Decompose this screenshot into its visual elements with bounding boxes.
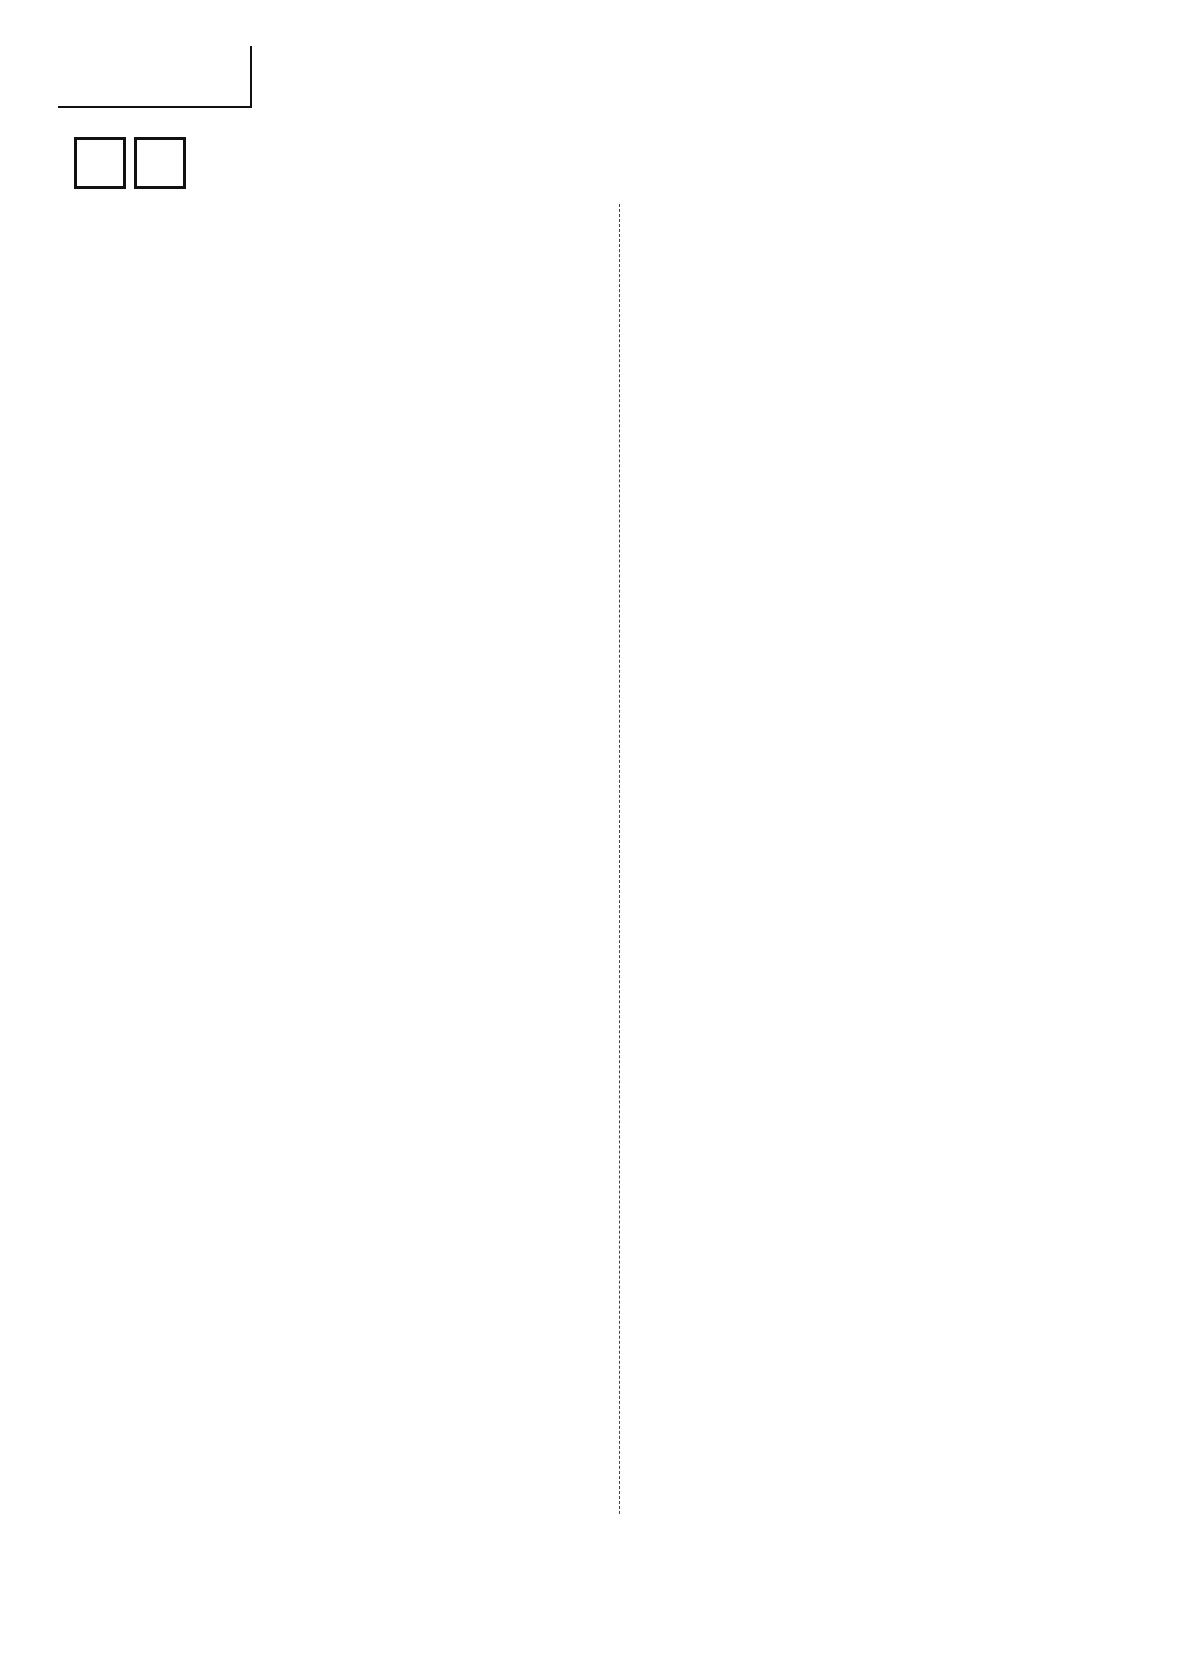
- column-divider: [619, 204, 620, 1514]
- board-letter-b: [134, 137, 186, 189]
- title-rule-horizontal: [58, 106, 250, 108]
- board-label-boxes: [74, 137, 186, 189]
- board-letter-v: [74, 137, 126, 189]
- title-rule-vertical: [250, 46, 252, 108]
